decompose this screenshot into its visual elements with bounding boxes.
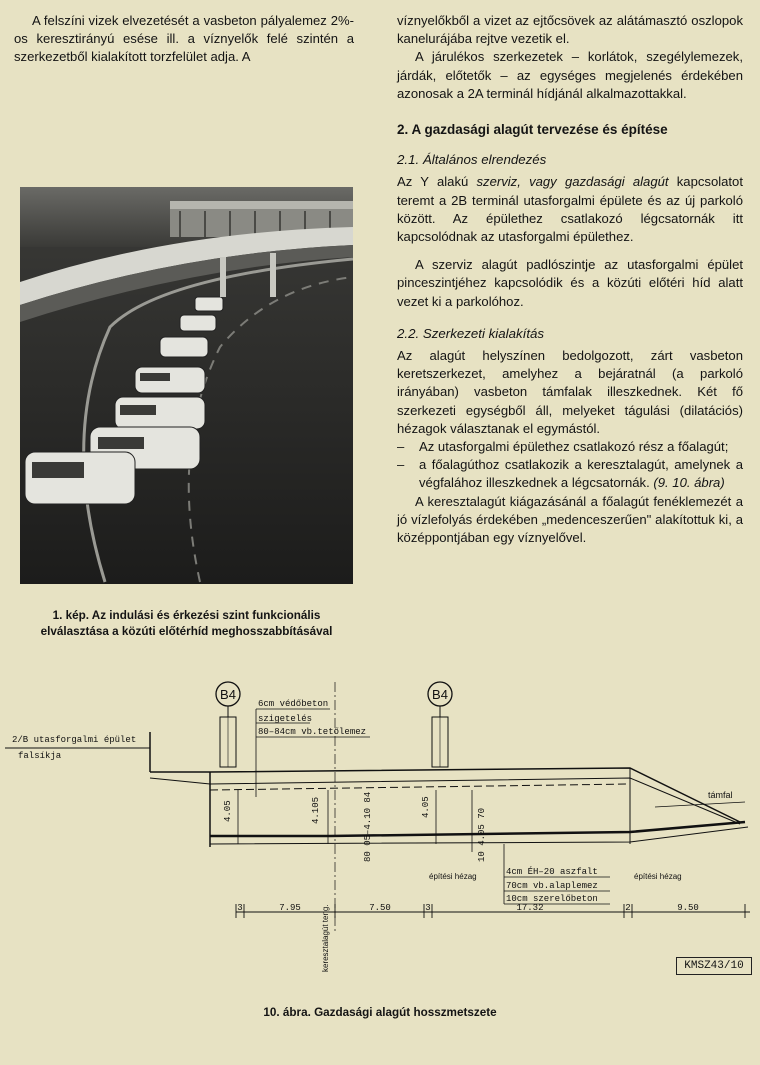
building-label: 2/B utasforgalmi épület — [12, 735, 137, 745]
layer-top-1: 6cm védőbeton — [258, 699, 329, 709]
left-column — [14, 12, 354, 67]
right-column — [397, 12, 743, 547]
dim-9-50: 9.50 — [677, 903, 699, 913]
right-paragraph-6: A keresztalagút kiágazásánál a főalagút fenéklemezét a jó vízlefolyás érdekében „medenceszerűen" alakítottuk ki, a középpontjában egy víznyelővel. — [397, 493, 743, 546]
dim-2: 2 — [625, 903, 631, 913]
joint-label-right: építési hézag — [634, 872, 682, 881]
b4-marker-right — [428, 682, 452, 767]
left-paragraph: A felszíni vizek elvezetését a vasbeton pályalemez 2%-os keresztirányú esése ill. a víznyelők felé szintén a szerkezetből kialakított torzfelület adja. A — [14, 13, 354, 65]
list-item-2-text: a főalagúthoz csatlakozik a keresztalagút, amelynek a végfalához illeszkednek a légcsatornák. — [419, 457, 743, 491]
para-3-italic: szerviz, vagy gazdasági alagút — [476, 174, 669, 190]
dim-3b: 3 — [425, 903, 431, 913]
layer-bottom-3: 10cm szerelőbeton — [506, 894, 598, 904]
dim-3a: 3 — [237, 903, 243, 913]
dim-17-32: 17.32 — [516, 903, 544, 913]
subsection-heading-general: 2.1. Általános elrendezés — [397, 152, 547, 168]
dim-vert-labels: 80 05–4.10 84 — [363, 791, 373, 862]
parking-photo-image — [20, 187, 353, 584]
dim-height-right: 4.05 — [421, 796, 431, 818]
dim-7-95: 7.95 — [279, 903, 301, 913]
b4-label: B4 — [220, 687, 236, 702]
right-paragraph-3 — [397, 173, 743, 246]
right-paragraph-2: A járulékos szerkezetek – korlátok, szegélylemezek, járdák, előtetők – az egységes megjelenés érdekében azonosak a 2A terminál hídjánál alkalmazottakkal. — [397, 49, 743, 101]
list-item: – Az utasforgalmi épülethez csatlakozó rész a főalagút; — [397, 438, 743, 456]
layer-bottom-2: 70cm vb.alaplemez — [506, 881, 598, 891]
retaining-wall-label: támfal — [708, 790, 733, 800]
figure-caption: 10. ábra. Gazdasági alagút hosszmetszete — [263, 1006, 497, 1019]
figure-reference: (9. 10. ábra) — [653, 475, 725, 491]
section-heading: 2. A gazdasági alagút tervezése és építése — [397, 122, 668, 138]
para-3-end: kapcsolatot teremt a 2B terminál utasforgalmi épülete és az új parkoló között. Az épülethez csatlakozó légcsatornák itt kapcsolódnak az utasforgalmi épülethez. — [397, 174, 743, 245]
right-paragraph-1: víznyelőkből a vizet az ejtőcsövek az alátámasztó oszlopok kanelurájába rejtve vezetik el. — [397, 13, 743, 47]
photo-caption: 1. kép. Az indulási és érkezési szint funkcionális elválasztása a közúti előtérhíd meghosszabbításával — [40, 609, 333, 638]
joint-label-left: építési hézag — [429, 872, 477, 881]
para-3-start: Az Y alakú — [397, 174, 477, 190]
right-paragraph-5: Az alagút helyszínen bedolgozott, zárt vasbeton keretszerkezet, amelyhez a bejáratnál (a parkoló irányában) vasbeton támfalak illeszkednek. Két fő szerkezeti egységből áll, melyeket tágulási (dilatációs) hézagok választanak el egymástól. — [397, 348, 743, 436]
section-drawing — [0, 672, 760, 1002]
drawing-code: KMSZ43/10 — [676, 957, 752, 975]
dim-height-left: 4.05 — [223, 800, 233, 822]
dim-height-mid: 4.105 — [311, 796, 321, 824]
layer-bottom-1: 4cm ÉH–20 aszfalt — [506, 867, 598, 877]
parking-photo — [20, 187, 353, 584]
list-item — [397, 456, 743, 492]
wall-label: falsíkja — [18, 751, 62, 761]
subsection-heading-structure: 2.2. Szerkezeti kialakítás — [397, 325, 545, 341]
dim-7-50: 7.50 — [369, 903, 391, 913]
b4-marker-left — [216, 682, 240, 767]
b4-label: B4 — [432, 687, 448, 702]
layer-top-3: 80–84cm vb.tetőlemez — [258, 727, 367, 737]
cross-tunnel-axis-label: keresztalagút teng. — [321, 904, 330, 972]
structure-list — [397, 438, 743, 493]
right-paragraph-4: A szerviz alagút padlószintje az utasforgalmi épület pinceszintjéhez kapcsolódik és a közúti előtéri híd alatt vezet ki a parkolóhoz. — [397, 257, 743, 309]
layer-top-2: szigetelés — [258, 714, 313, 724]
dim-vert-right: 10 4.05 70 — [477, 807, 487, 862]
